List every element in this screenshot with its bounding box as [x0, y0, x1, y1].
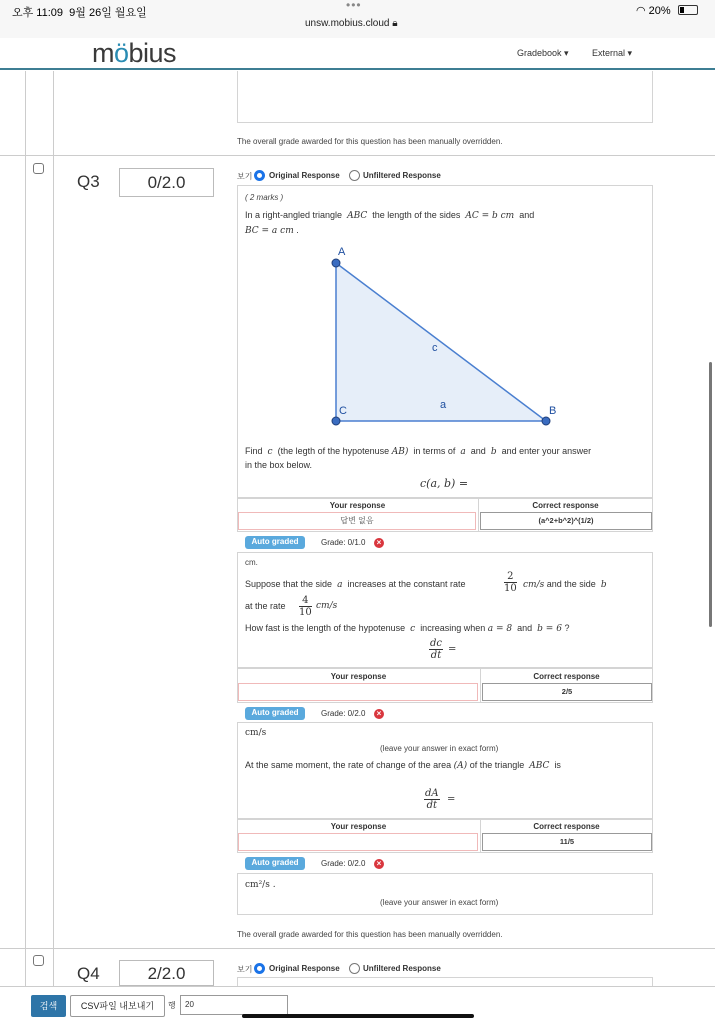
- part2-grade: Grade: 0/2.0: [321, 709, 366, 718]
- original-response-radio[interactable]: [254, 170, 265, 181]
- how-fast-line: How fast is the length of the hypotenuse c increasing when a = 8 and b = 6 ?: [245, 623, 570, 634]
- bottom-toolbar: [0, 986, 715, 1024]
- part2-your-response: [238, 683, 478, 701]
- incorrect-icon: ×: [374, 709, 384, 719]
- expr-c-ab: c(a, b) =: [420, 477, 469, 490]
- original-response-label: Original Response: [269, 171, 340, 180]
- rate-line1-end: cm/s and the side b: [523, 579, 607, 590]
- part2-correct-response: 2/5: [482, 683, 652, 701]
- view-label: 보기: [237, 965, 253, 974]
- exact-form-note: (leave your answer in exact form): [380, 898, 499, 907]
- previous-answer-box: [237, 71, 653, 123]
- part3-correct-response: 11/5: [482, 833, 652, 851]
- part3-your-response: [238, 833, 478, 851]
- q3-grade-input[interactable]: 0/2.0: [119, 168, 214, 197]
- more-dots-icon[interactable]: •••: [346, 0, 362, 12]
- nav-external[interactable]: External ▾: [592, 48, 633, 58]
- wifi-icon: ◠: [636, 5, 646, 17]
- your-response-header: Your response: [330, 822, 387, 831]
- your-response-header: Your response: [330, 672, 387, 681]
- override-note: The overall grade awarded for this question has been manually overridden.: [237, 137, 503, 146]
- unit-cm2-per-s: cm²/s .: [245, 880, 276, 890]
- q4-question-box: [237, 977, 653, 986]
- scrollbar[interactable]: [709, 362, 712, 627]
- q4-select-checkbox[interactable]: [33, 955, 44, 966]
- frame-col: [53, 71, 54, 986]
- rate-fraction-1: $\frac{2}{10}$: [504, 571, 517, 594]
- q3-select-checkbox[interactable]: [33, 163, 44, 174]
- your-response-header: Your response: [329, 501, 386, 510]
- home-indicator[interactable]: [242, 1014, 474, 1018]
- q3-part3-unit-box: [237, 873, 653, 915]
- auto-graded-badge: Auto graded: [245, 536, 305, 549]
- vertex-a-label: A: [338, 246, 346, 258]
- rate-line1: Suppose that the side a increases at the constant rate: [245, 579, 466, 590]
- search-button[interactable]: 검색: [31, 995, 66, 1017]
- rows-label: 행: [168, 1001, 176, 1010]
- rate-unit-2: cm/s: [316, 601, 338, 611]
- incorrect-icon: ×: [374, 859, 384, 869]
- status-date: 9월 26일 월요일: [69, 7, 147, 19]
- vertex-c-point: [332, 417, 340, 425]
- unfiltered-response-radio[interactable]: [349, 170, 360, 181]
- export-csv-button[interactable]: CSV파일 내보내기: [70, 995, 165, 1017]
- side-a-label: a: [440, 399, 447, 411]
- area-line: At the same moment, the rate of change of the area (A) of the triangle ABC is: [245, 760, 561, 771]
- equals-sign: =: [448, 644, 457, 655]
- vertex-a-point: [332, 259, 340, 267]
- row-divider: [0, 948, 715, 949]
- marks-label: ( 2 marks ): [245, 193, 284, 202]
- part1-your-response: 답변 없음: [238, 512, 476, 530]
- row-divider: [0, 155, 715, 156]
- exact-form-note: (leave your answer in exact form): [380, 744, 499, 753]
- unfiltered-response-radio[interactable]: [349, 963, 360, 974]
- unfiltered-response-label: Unfiltered Response: [363, 171, 441, 180]
- side-c-label: c: [432, 342, 438, 354]
- triangle-diagram: [320, 245, 570, 430]
- view-label: 보기: [237, 172, 253, 181]
- battery-level: ◠ 20%: [636, 5, 671, 17]
- status-time: 오후 11:09 9월 26일 월요일: [12, 7, 147, 19]
- original-response-radio[interactable]: [254, 963, 265, 974]
- q3-intro-line2: BC = a cm .: [245, 225, 299, 236]
- part1-grade: Grade: 0/1.0: [321, 538, 366, 547]
- mobius-logo[interactable]: möbius: [92, 38, 177, 68]
- status-bar: [0, 0, 715, 38]
- rate-fraction-2: $\frac{4}{10}$: [299, 595, 312, 618]
- da-dt-fraction: $\frac{dA}{dt}$: [425, 788, 439, 811]
- part3-grade: Grade: 0/2.0: [321, 859, 366, 868]
- auto-graded-badge: Auto graded: [245, 707, 305, 720]
- auto-graded-badge: Auto graded: [245, 857, 305, 870]
- dc-dt-fraction: $\frac{dc}{dt}$: [430, 638, 443, 661]
- q4-grade-input[interactable]: 2/2.0: [119, 960, 214, 986]
- correct-response-header: Correct response: [533, 672, 600, 681]
- vertex-b-point: [542, 417, 550, 425]
- find-line1: Find c (the legth of the hypotenuse AB) in terms of a and b and enter your answer: [245, 446, 592, 457]
- override-note: The overall grade awarded for this question has been manually overridden.: [237, 930, 503, 939]
- frame-left: [25, 71, 26, 986]
- unit-cm-per-s: cm/s: [245, 728, 267, 738]
- original-response-label: Original Response: [269, 964, 340, 973]
- rows-input[interactable]: 20: [180, 995, 288, 1015]
- q3-intro-line1: In a right-angled triangle ABC the length of the sides AC = b cm and: [245, 210, 535, 221]
- app-header: [0, 38, 715, 70]
- rate-line2: at the rate: [245, 601, 286, 611]
- q3-label: Q3: [77, 172, 100, 191]
- lock-icon: 🔒︎: [392, 18, 398, 29]
- vertex-b-label: B: [549, 405, 557, 417]
- find-line2: in the box below.: [245, 460, 313, 470]
- incorrect-icon: ×: [374, 538, 384, 548]
- unit-cm: cm.: [245, 558, 258, 567]
- vertex-c-label: C: [339, 405, 347, 417]
- correct-response-header: Correct response: [533, 822, 600, 831]
- battery-icon: [678, 5, 698, 15]
- unfiltered-response-label: Unfiltered Response: [363, 964, 441, 973]
- part1-correct-response: (a^2+b^2)^(1/2): [480, 512, 652, 530]
- equals-sign: =: [447, 794, 456, 805]
- address-bar[interactable]: unsw.mobius.cloud 🔒︎: [305, 18, 398, 29]
- correct-response-header: Correct response: [532, 501, 599, 510]
- q4-label: Q4: [77, 964, 100, 983]
- nav-gradebook[interactable]: Gradebook ▾: [517, 48, 569, 58]
- triangle-shape: [336, 263, 546, 421]
